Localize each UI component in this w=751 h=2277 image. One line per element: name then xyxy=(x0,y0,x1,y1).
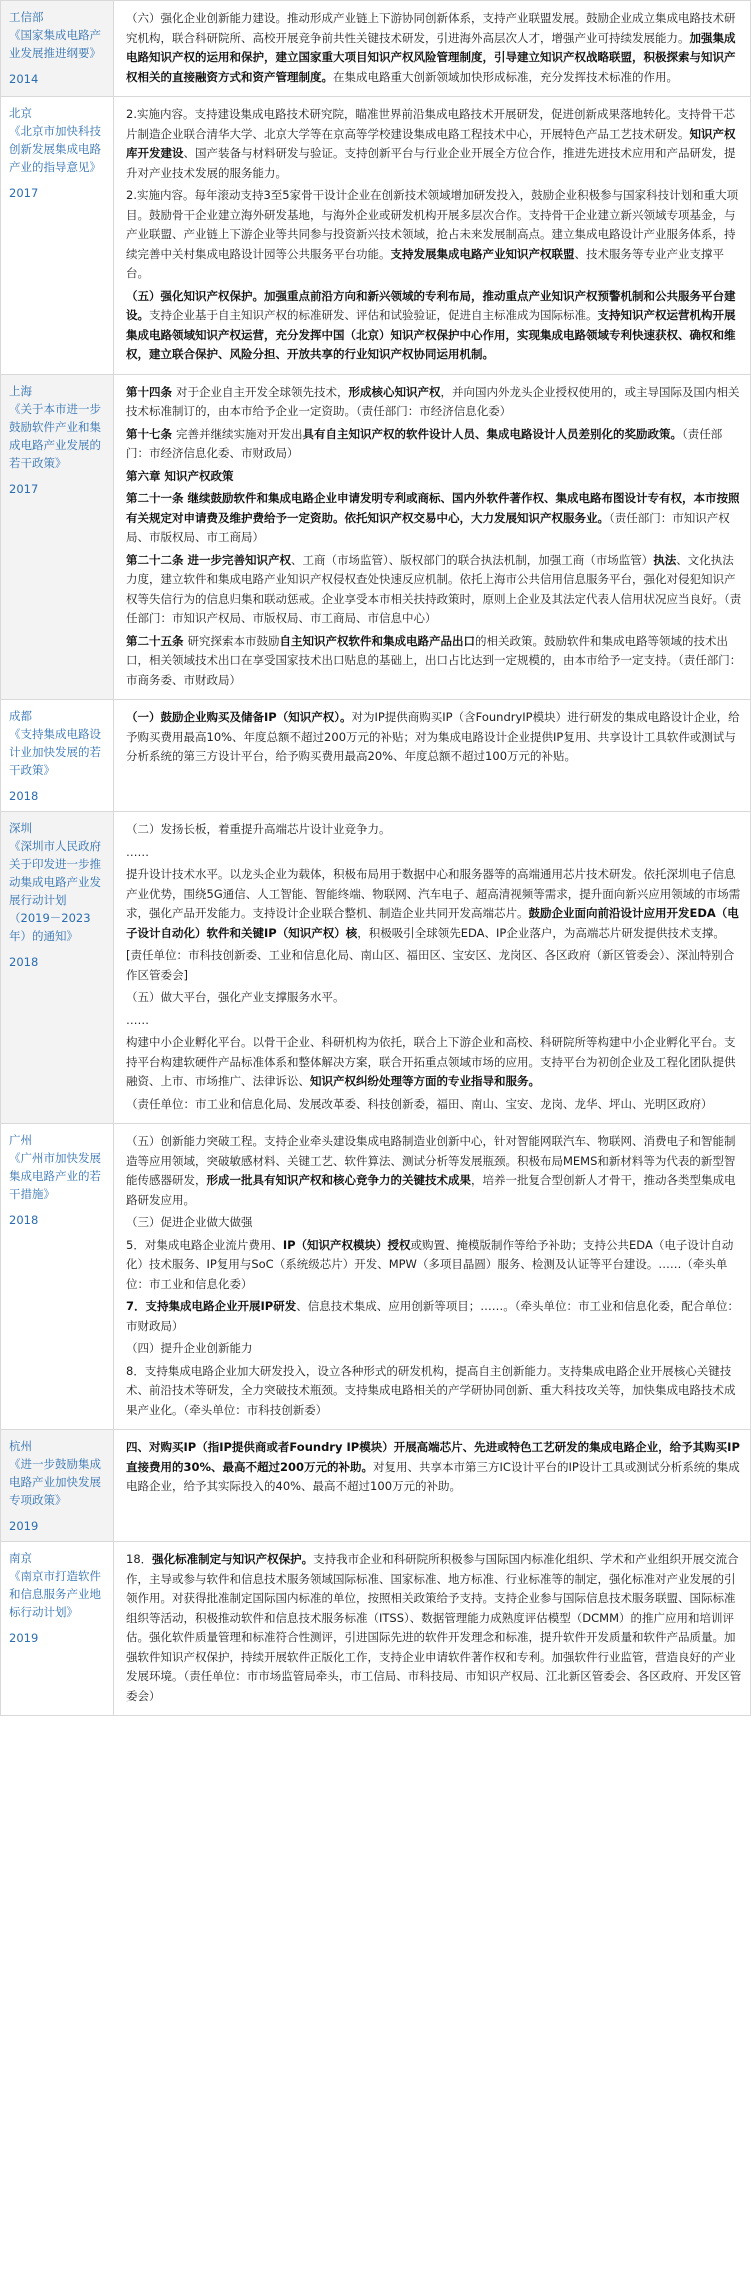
policy-source-cell xyxy=(1,700,114,812)
emphasis-text: 第二十二条 xyxy=(126,552,188,567)
emphasis-text: （一）鼓励企业购买及储备IP（知识产权）。 xyxy=(126,710,352,724)
issuer-name: 成都 xyxy=(9,709,32,723)
document-year: 2018 xyxy=(9,789,39,803)
body-text: ，积极吸引全球领先EDA、IP企业落户，为高端芯片研发提供技术支撑。 xyxy=(357,925,725,940)
emphasis-text: 四、对购买IP（指IP提供商或者Foundry IP模块）开展高端芯片、先进或特色工艺研发的集成电路企业，给予其购买IP直接费用的30%、最高不超过200万元的补助。 xyxy=(126,1440,740,1474)
issuer-name: 深圳 xyxy=(9,821,32,835)
issuer-name: 杭州 xyxy=(9,1439,32,1453)
emphasis-text: 继续鼓励软件和集成电路企业申请发明专利或商标、国内外软件著作权、集成电路布图设计专有权，本市按照有关规定对申请费及维护费给予一定资助。依托知识产权交易中心，大力发展知识产权服务业。 xyxy=(126,491,740,525)
body-text: 2.实施内容。支持建设集成电路技术研究院，瞄准世界前沿集成电路技术开展研发，促进创新成果落地转化。支持骨干芯片制造企业联合清华大学、北京大学等在京高等学校建设集成电路工程技术中心，开展特色产品工艺技术研发。 xyxy=(126,107,735,141)
policy-row xyxy=(1,374,751,700)
body-text: （二）发扬长板，着重提升高端芯片设计业竞争力。 xyxy=(126,822,391,836)
emphasis-text: （五）强化知识产权保护。加强重点前沿方向和新兴领域的专利布局，推动重点产业知识产权预警机制和公共服务平台建设。 xyxy=(126,288,736,322)
policy-source-cell xyxy=(1,812,114,1124)
document-year: 2019 xyxy=(9,1519,39,1533)
policy-content-cell xyxy=(114,97,751,375)
issuer-name: 南京 xyxy=(9,1551,32,1565)
policy-source-cell xyxy=(1,1542,114,1716)
emphasis-text: 具有自主知识产权的软件设计人员、集成电路设计人员差别化的奖励政策。 xyxy=(302,426,683,441)
policy-paragraph xyxy=(126,489,742,548)
policy-source-cell xyxy=(1,1124,114,1430)
document-title: 《进一步鼓励集成电路产业加快发展专项政策》 xyxy=(9,1457,101,1507)
issuer-name: 广州 xyxy=(9,1133,32,1147)
policy-table-body xyxy=(1,1,751,1716)
body-text: 对为IP提供商购买IP（含FoundryIP模块）进行研发的集成电路设计企业，给予购买费用最高10%、年度总额不超过200万元的补贴；对为集成电路设计企业提供IP复用、共享设计工具软件或测试与分析系统的第三方设计平台，给予购买费用最高20%、年度总额不超过100万元的补贴。 xyxy=(126,710,740,763)
policy-paragraph xyxy=(126,467,742,487)
policy-paragraph xyxy=(126,1362,742,1421)
policy-content-cell xyxy=(114,1430,751,1542)
policy-paragraph xyxy=(126,708,742,767)
issuer-name: 上海 xyxy=(9,383,32,398)
policy-paragraph xyxy=(126,865,742,943)
body-text: 支持企业基于自主知识产权的标准研发、评估和试验验证，促进自主标准成为国际标准。 xyxy=(149,308,598,322)
policy-content-cell xyxy=(114,1124,751,1430)
body-text: 5．对集成电路企业流片费用、 xyxy=(126,1237,283,1252)
body-text: 在集成电路重大创新领域加快形成标准，充分发挥技术标准的作用。 xyxy=(333,69,678,84)
body-text: 或购置、掩模版制作等给予补助；支持公共EDA（电子设计自动化）技术服务、IP复用与SoC（系统级芯片）开发、MPW（多项目晶圆）服务、检测及认证等平台建设。……（牵头单位：市工业和信息化委） xyxy=(126,1237,734,1291)
policy-paragraph xyxy=(126,1011,742,1031)
document-year: 2014 xyxy=(9,72,39,86)
body-text: 18． xyxy=(126,1552,153,1566)
document-title: 《关于本市进一步鼓励软件产业和集成电路产业发展的若干政策》 xyxy=(9,401,101,470)
policy-paragraph xyxy=(126,1339,742,1359)
document-title: 《深圳市人民政府关于印发进一步推动集成电路产业发展行动计划（2019－2023年）的通知》 xyxy=(9,839,101,943)
emphasis-text: 加强集成电路知识产权的运用和保护，建立国家重大项目知识产权风险管理制度，引导建立知识产权战略联盟，积极探索与知识产权相关的直接融资方式和资产管理制度。 xyxy=(126,30,736,84)
policy-paragraph xyxy=(126,946,742,985)
body-text: 的相关政策。鼓励软件和集成电路等领域的技术出口，相关领域技术出口在享受国家技术出口贴息的基础上，出口占比达到一定规模的，由本市给予一定支持。（责任部门：市商务委、市财政局） xyxy=(126,633,742,687)
emphasis-text: 形成一批具有知识产权和核心竞争力的关键技术成果 xyxy=(206,1173,471,1187)
policy-paragraph xyxy=(126,1213,742,1233)
document-title: 《南京市打造软件和信息服务产业地标行动计划》 xyxy=(9,1569,101,1619)
body-text: 2.实施内容。每年滚动支持3至5家骨干设计企业在创新技术领域增加研发投入，鼓励企业积极参与国家科技计划和重大项目。鼓励骨干企业建立海外研发基地，与海外企业或研发机构开展多层次合作。支持骨干企业建立新兴领域专项基金，与产业联盟、产业链上下游企业等共同参与投资新兴技术领域，抢占未来发展制高点。建立集成电路设计产业服务体系，持续完善中关村集成电路设计园等公共服务平台功能。 xyxy=(126,188,739,261)
emphasis-text: 第二十五条 xyxy=(126,633,188,648)
body-text: 研究探索本市鼓励 xyxy=(187,633,280,648)
policy-paragraph xyxy=(126,1550,742,1706)
body-text: 对复用、共享本市第三方IC设计平台的IP设计工具或测试分析系统的集成电路企业，给予其实际投入的40%、最高不超过100万元的补助。 xyxy=(126,1459,740,1493)
emphasis-text: 执法 xyxy=(653,552,677,567)
document-year: 2017 xyxy=(9,186,39,200)
emphasis-text: 第六章 知识产权政策 xyxy=(126,468,234,483)
policy-content-cell xyxy=(114,812,751,1124)
body-text: （四）提升企业创新能力 xyxy=(126,1341,253,1355)
emphasis-text: 支持发展集成电路产业知识产权联盟 xyxy=(390,246,575,261)
policy-row xyxy=(1,1430,751,1542)
policy-source-cell xyxy=(1,97,114,375)
body-text: ，并向国内外龙头企业授权使用的，或主导国际及国内相关技术标准制订的，由本市给予企业一定资助。（责任部门：市经济信息化委） xyxy=(126,384,740,418)
document-year: 2017 xyxy=(9,481,39,496)
emphasis-text: 知识产权纠纷处理等方面的专业指导和服务。 xyxy=(310,1074,540,1088)
policy-paragraph xyxy=(126,1095,742,1115)
body-text: 构建中小企业孵化平台。以骨干企业、科研机构为依托，联合上下游企业和高校、科研院所等构建中小企业孵化平台。支持平台构建软硬件产品标准体系和整体解决方案，联合开拓重点领域市场的应用。支持平台为初创企业及工程化团队提供融资、上市、市场推广、法律诉讼、 xyxy=(126,1035,736,1088)
body-text: 8．支持集成电路企业加大研发投入，设立各种形式的研发机构，提高自主创新能力。支持集成电路企业开展核心关键技术、前沿技术等研发，全力突破技术瓶颈。支持集成电路相关的产学研协同创新、重大科技攻关等，加快集成电路技术成果产业化。（牵头单位：市科技创新委） xyxy=(126,1363,736,1417)
document-title: 《广州市加快发展集成电路产业的若干措施》 xyxy=(9,1151,101,1201)
body-text: （五）做大平台，强化产业支撑服务水平。 xyxy=(126,990,345,1004)
body-text: （责任部门：市知识产权局、市版权局、市工商局） xyxy=(126,510,730,544)
emphasis-text: 第十七条 xyxy=(126,426,177,441)
emphasis-text: 强化标准制定与知识产权保护。 xyxy=(152,1552,314,1566)
policy-paragraph xyxy=(126,105,742,183)
emphasis-text: 自主知识产权软件和集成电路产品出口 xyxy=(279,633,476,648)
body-text: 、技术服务等专业产业支撑平台。 xyxy=(126,246,724,280)
policy-paragraph xyxy=(126,1132,742,1210)
policy-paragraph xyxy=(126,186,742,284)
emphasis-text: 进一步完善知识产权 xyxy=(187,552,292,567)
document-year: 2018 xyxy=(9,1213,39,1227)
body-text: 对于企业自主开发全球领先技术， xyxy=(176,384,349,399)
body-text: 完善并继续实施对开发出 xyxy=(176,426,303,441)
document-title: 《国家集成电路产业发展推进纲要》 xyxy=(9,28,101,60)
body-text: 、信息技术集成、应用创新等项目；……。（牵头单位：市工业和信息化委，配合单位：市财政局） xyxy=(126,1299,739,1333)
policy-paragraph xyxy=(126,1297,742,1336)
document-title: 《北京市加快科技创新发展集成电路产业的指导意见》 xyxy=(9,124,101,174)
body-text: …… xyxy=(126,1012,149,1027)
body-text: 、工商（市场监管）、版权部门的联合执法机制，加强工商（市场监管） xyxy=(291,552,654,567)
document-year: 2019 xyxy=(9,1631,39,1645)
policy-content-cell xyxy=(114,374,751,700)
emphasis-text: 第二十一条 xyxy=(126,491,188,505)
document-year: 2018 xyxy=(9,955,39,969)
body-text: 支持我市企业和科研院所积极参与国际国内标准化组织、学术和产业组织开展交流合作，主导或参与软件和信息技术服务领域国际标准、国家标准、地方标准、行业标准等的制定，强化标准对产业发展的引领作用。对获得批准制定国际国内标准的单位，按照相关政策给予支持。支持企业参与国际信息技术服务联盟、国际标准组织等活动，积极推动软件和信息技术服务标准（ITSS）、数据管理能力成熟度评估模型（DCMM）的推广应用和培训评估。强化软件质量管理和标准符合性测评，引进国际先进的软件开发理念和标准，提升软件开发质量和软件产品质量。加强软件知识产权保护，持续开展软件正版化工作，支持企业申请软件著作权和专利。加强软件行业监管，营造良好的产业发展环境。（责任单位：市市场监管局牵头，市工信局、市科技局、市知识产权局、江北新区管委会、各区政府、开发区管委会） xyxy=(126,1552,742,1703)
policy-row xyxy=(1,1124,751,1430)
policy-content-cell xyxy=(114,1,751,97)
policy-paragraph xyxy=(126,820,742,840)
emphasis-text: IP（知识产权模块）授权 xyxy=(282,1237,411,1252)
policy-paragraph xyxy=(126,425,742,464)
body-text: （三）促进企业做大做强 xyxy=(126,1215,253,1229)
policy-source-cell xyxy=(1,1,114,97)
policy-paragraph xyxy=(126,632,742,691)
document-title: 《支持集成电路设计业加快发展的若干政策》 xyxy=(9,727,101,777)
policy-paragraph xyxy=(126,383,742,422)
body-text: 、国产装备与材料研发与验证。支持创新平台与行业企业开展全方位合作，推进先进技术应用和产品研发，提升对产业技术发展的服务能力。 xyxy=(126,146,736,180)
policy-paragraph xyxy=(126,988,742,1008)
body-text: （六）强化企业创新能力建设。推动形成产业链上下游协同创新体系，支持产业联盟发展。鼓励企业成立集成电路技术研究机构，联合科研院所、高校开展竞争前共性关键技术研发，引进海外高层次人才，增强产业可持续发展能力。 xyxy=(126,11,736,45)
body-text: …… xyxy=(126,844,149,859)
policy-content-cell xyxy=(114,700,751,812)
body-text: 提升设计技术水平。以龙头企业为载体，积极布局用于数据中心和服务器等的高端通用芯片技术研发。依托深圳电子信息产业优势，围绕5G通信、人工智能、智能终端、物联网、汽车电子、超高清视频等需求，提升面向新兴应用领域的市场需求，强化产品开发能力。支持设计企业联合整机、制造企业共同开发高端芯片。 xyxy=(126,867,741,920)
policy-row xyxy=(1,812,751,1124)
emphasis-text: 鼓励企业面向前沿设计应用开发EDA（电子设计自动化）软件和关键IP（知识产权）核 xyxy=(126,906,739,940)
issuer-name: 北京 xyxy=(9,106,32,120)
emphasis-text: 支持知识产权运营机构开展集成电路领域知识产权运营，充分发挥中国（北京）知识产权保护中心作用，实现集成电路领域专利快速获权、确权和维权，建立联合保护、风险分担、开放共享的行业知识产权协同运用机制。 xyxy=(126,308,736,361)
policy-paragraph xyxy=(126,1438,742,1497)
emphasis-text: 形成核心知识产权 xyxy=(348,384,441,399)
policy-source-cell xyxy=(1,374,114,700)
body-text: （责任部门：市经济信息化委、市财政局） xyxy=(126,426,723,460)
policy-row xyxy=(1,1542,751,1716)
policy-paragraph xyxy=(126,287,742,365)
policy-content-cell xyxy=(114,1542,751,1716)
policy-paragraph xyxy=(126,843,742,863)
body-text: （责任单位：市工业和信息化局、发展改革委、科技创新委，福田、南山、宝安、龙岗、龙华、坪山、光明区政府） xyxy=(126,1096,713,1111)
body-text: ，培养一批复合型创新人才骨干，推动各类型集成电路研发应用。 xyxy=(126,1173,736,1207)
emphasis-text: 第十四条 xyxy=(126,384,177,399)
policy-row xyxy=(1,97,751,375)
body-text: [责任单位：市科技创新委、工业和信息化局、南山区、福田区、宝安区、龙岗区、各区政府（新区管委会）、深汕特别合作区管委会] xyxy=(126,948,735,982)
policy-paragraph xyxy=(126,551,742,629)
policy-row xyxy=(1,700,751,812)
body-text: 、文化执法力度，建立软件和集成电路产业知识产权侵权查处快速反应机制。依托上海市公共信用信息服务平台，强化对侵犯知识产权等失信行为的信息归集和联动惩戒。企业享受本市相关扶持政策时，原则上企业及其法定代表人信用状况应当良好。（责任部门：市知识产权局、市版权局、市工商局、市信息中心） xyxy=(126,552,742,625)
emphasis-text: 7．支持集成电路企业开展IP研发 xyxy=(126,1299,297,1313)
policy-paragraph xyxy=(126,9,742,87)
policy-source-cell xyxy=(1,1430,114,1542)
issuer-name: 工信部 xyxy=(9,10,44,24)
emphasis-text: 知识产权库开发建设 xyxy=(126,126,736,160)
body-text: （五）创新能力突破工程。支持企业牵头建设集成电路制造业创新中心，针对智能网联汽车、物联网、消费电子和智能制造等应用领域，突破敏感材料、关键工艺、软件算法、测试分析等发展瓶颈。积极布局MEMS和新材料等为代表的新型智能传感器研发， xyxy=(126,1134,736,1187)
policy-row xyxy=(1,1,751,97)
policy-paragraph xyxy=(126,1033,742,1092)
policy-paragraph xyxy=(126,1236,742,1295)
